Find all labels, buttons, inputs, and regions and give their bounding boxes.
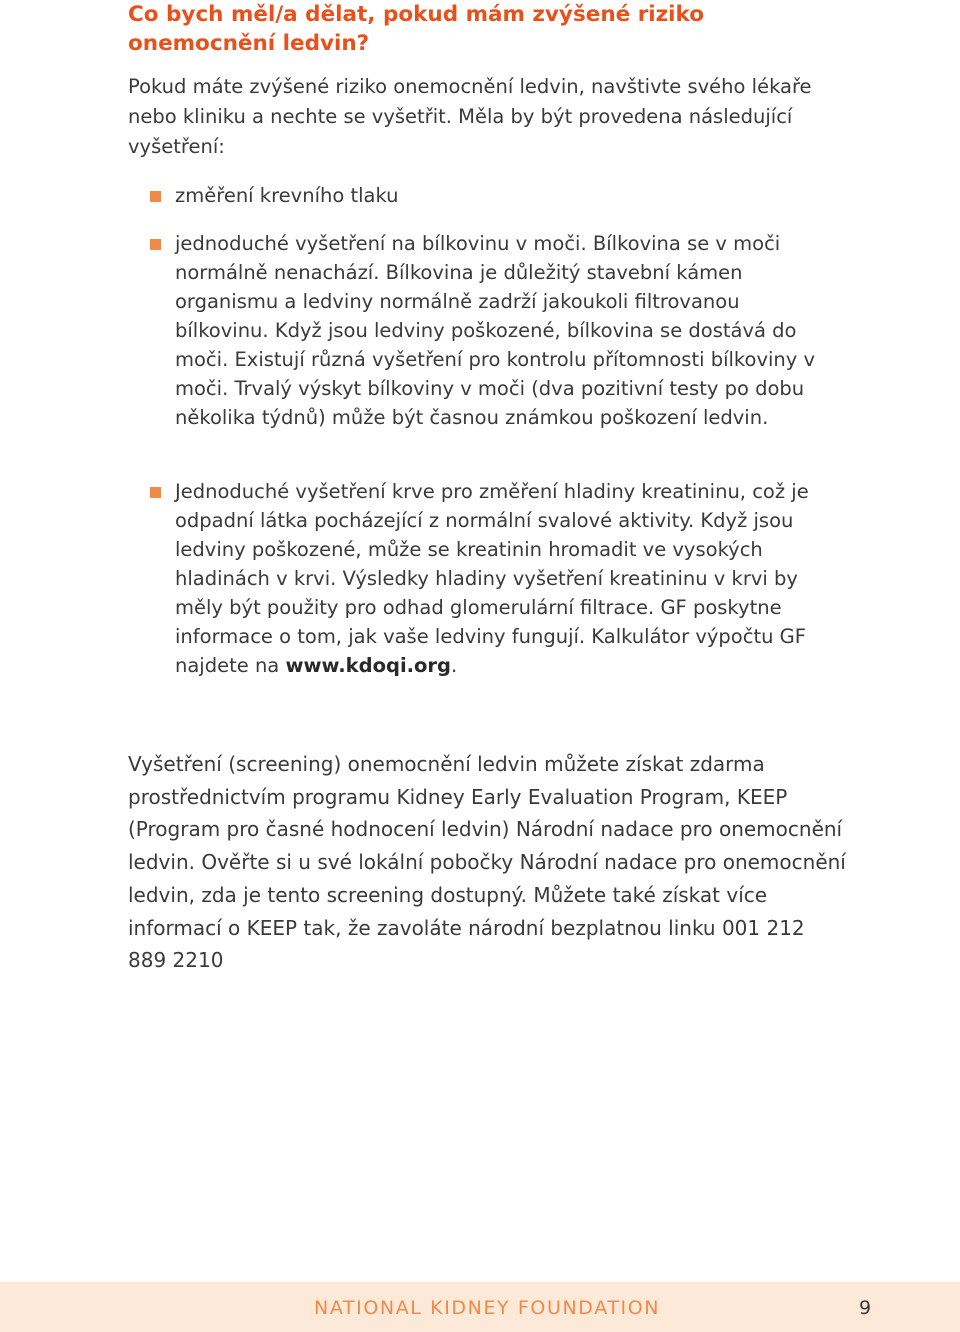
square-bullet-icon bbox=[150, 191, 161, 202]
footer-organization: NATIONAL KIDNEY FOUNDATION bbox=[314, 1297, 661, 1319]
list-item-creatinine bbox=[128, 477, 828, 680]
square-bullet-icon bbox=[150, 239, 161, 250]
list-item-text: Jednoduché vyšetření krve pro změření hladiny kreatininu, což je odpadní látka pocházející z normální svalové aktivity. Když jsou ledviny poškozené, může se kreatinin hromadit ve vysokých hladinách v krvi. Výsledky hladiny vyšetření kreatininu v krvi by měly být použity pro odhad glomerulární filtrace. GF poskytne informace o tom, jak vaše ledviny fungují. Kalkulátor výpočtu GF najdete na bbox=[175, 480, 809, 677]
kdoqi-link[interactable]: www.kdoqi.org bbox=[285, 654, 452, 677]
section-heading: Co bych měl/a dělat, pokud mám zvýšené riziko onemocnění ledvin? bbox=[128, 2, 705, 56]
list-item-text: změření krevního tlaku bbox=[175, 184, 399, 207]
list-item-trailing-period: . bbox=[451, 654, 458, 677]
page-number: 9 bbox=[859, 1297, 872, 1319]
closing-paragraph: Vyšetření (screening) onemocnění ledvin můžete získat zdarma prostřednictvím programu Kidney Early Evaluation Program, KEEP (Program pro časné hodnocení ledvin) Národní nadace pro onemocnění ledvin. Ověřte si u své lokální pobočky Národní nadace pro onemocnění ledvin, zda je tento screening dostupný. Můžete také získat více informací o KEEP tak, že zavoláte národní bezplatnou linku 001 212 889 2210 bbox=[128, 752, 846, 973]
square-bullet-icon bbox=[150, 487, 161, 498]
list-item-text: jednoduché vyšetření na bílkovinu v moči. Bílkovina se v moči normálně nenachází. Bílkovina je důležitý stavební kámen organismu a ledviny normálně zadrží jakoukoli filtrovanou bílkovinu. Když jsou ledviny poškozené, bílkovina se dostává do moči. Existují různá vyšetření pro kontrolu přítomnosti bílkoviny v moči. Trvalý výskyt bílkoviny v moči (dva pozitivní testy po dobu několika týdnů) může být časnou známkou poškození ledvin. bbox=[175, 232, 816, 429]
list-item-blood-pressure bbox=[128, 181, 828, 229]
exam-list bbox=[128, 181, 828, 680]
footer-band bbox=[0, 1282, 960, 1332]
intro-paragraph: Pokud máte zvýšené riziko onemocnění ledvin, navštivte svého lékaře nebo kliniku a nechte se vyšetřit. Měla by být provedena následující vyšetření: bbox=[128, 75, 812, 158]
list-item-urine-protein bbox=[128, 229, 828, 477]
